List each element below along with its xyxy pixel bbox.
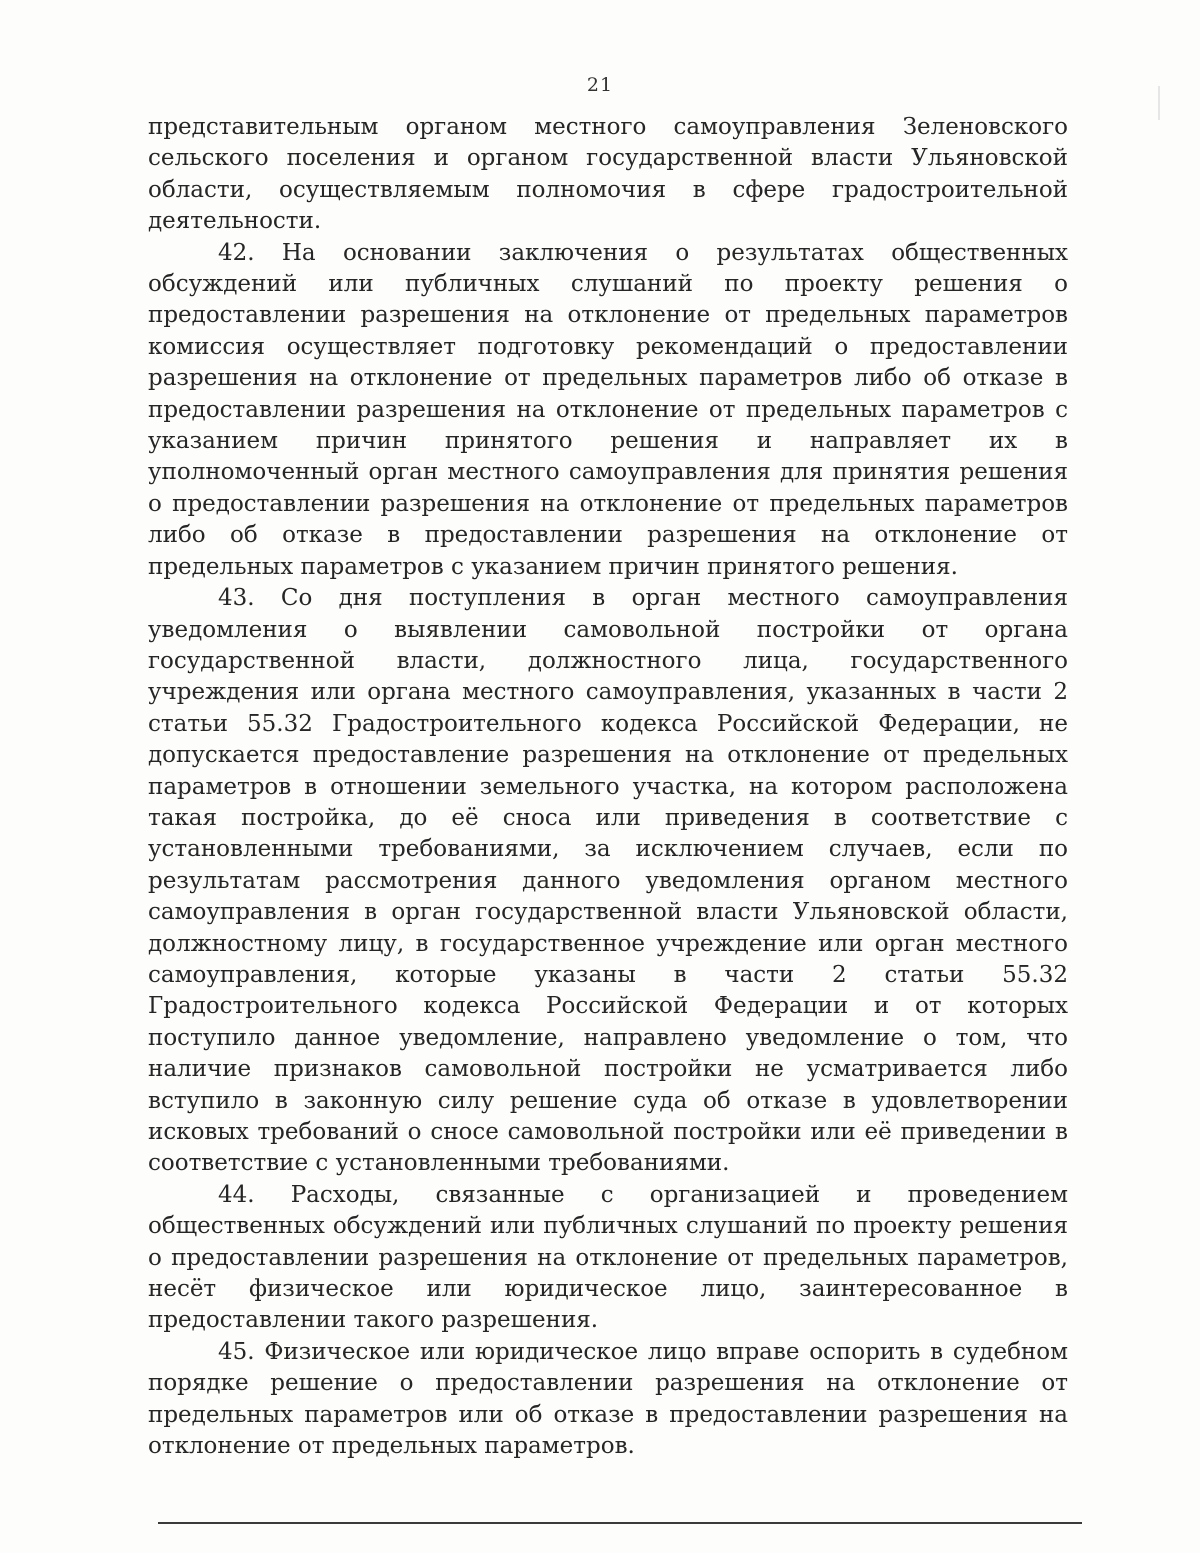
- document-body: [148, 112, 1068, 1462]
- paragraph-42: 42. На основании заключения о результатах общественных обсуждений или публичных слушаний по проекту решения о предоставлении разрешения на отклонение от предельных параметров комиссия осуществляет подготовку рекомендаций о предоставлении разрешения на отклонение от предельных параметров либо об отказе в предоставлении разрешения на отклонение от предельных параметров с указанием причин принятого решения и направляет их в уполномоченный орган местного самоуправления для принятия решения о предоставлении разрешения на отклонение от предельных параметров либо об отказе в предоставлении разрешения на отклонение от предельных параметров с указанием причин принятого решения.: [148, 239, 1068, 580]
- paragraph-44: 44. Расходы, связанные с организацией и проведением общественных обсуждений или публичных слушаний по проекту решения о предоставлении разрешения на отклонение от предельных параметров, несёт физическое или юридическое лицо, заинтересованное в предоставлении такого разрешения.: [148, 1181, 1068, 1334]
- paragraph-43: 43. Со дня поступления в орган местного самоуправления уведомления о выявлении самовольной постройки от органа государственной власти, должностного лица, государственного учреждения или органа местного самоуправления, указанных в части 2 статьи 55.32 Градостроительного кодекса Российской Федерации, не допускается предоставление разрешения на отклонение от предельных параметров в отношении земельного участка, на котором расположена такая постройка, до её сноса или приведения в соответствие с установленными требованиями, за исключением случаев, если по результатам рассмотрения данного уведомления органом местного самоуправления в орган государственной власти Ульяновской области, должностному лицу, в государственное учреждение или орган местного самоуправления, которые указаны в части 2 статьи 55.32 Градостроительного кодекса Российской Федерации и от которых поступило данное уведомление, направлено уведомление о том, что наличие признаков самовольной постройки не усматривается либо вступило в законную силу решение суда об отказе в удовлетворении исковых требований о сносе самовольной постройки или её приведении в соответствие с установленными требованиями.: [148, 585, 1068, 1177]
- page-number: 21: [586, 74, 614, 96]
- scan-artifact: [1158, 86, 1160, 120]
- footer-divider-line: [158, 1522, 1082, 1524]
- paragraph-continuation: представительным органом местного самоуправления Зеленовского сельского поселения и органом государственной власти Ульяновской области, осуществляемым полномочия в сфере градостроительной деятельности.: [148, 114, 1068, 235]
- paragraph-45: 45. Физическое или юридическое лицо вправе оспорить в судебном порядке решение о предоставлении разрешения на отклонение от предельных параметров или об отказе в предоставлении разрешения на отклонение от предельных параметров.: [148, 1338, 1068, 1460]
